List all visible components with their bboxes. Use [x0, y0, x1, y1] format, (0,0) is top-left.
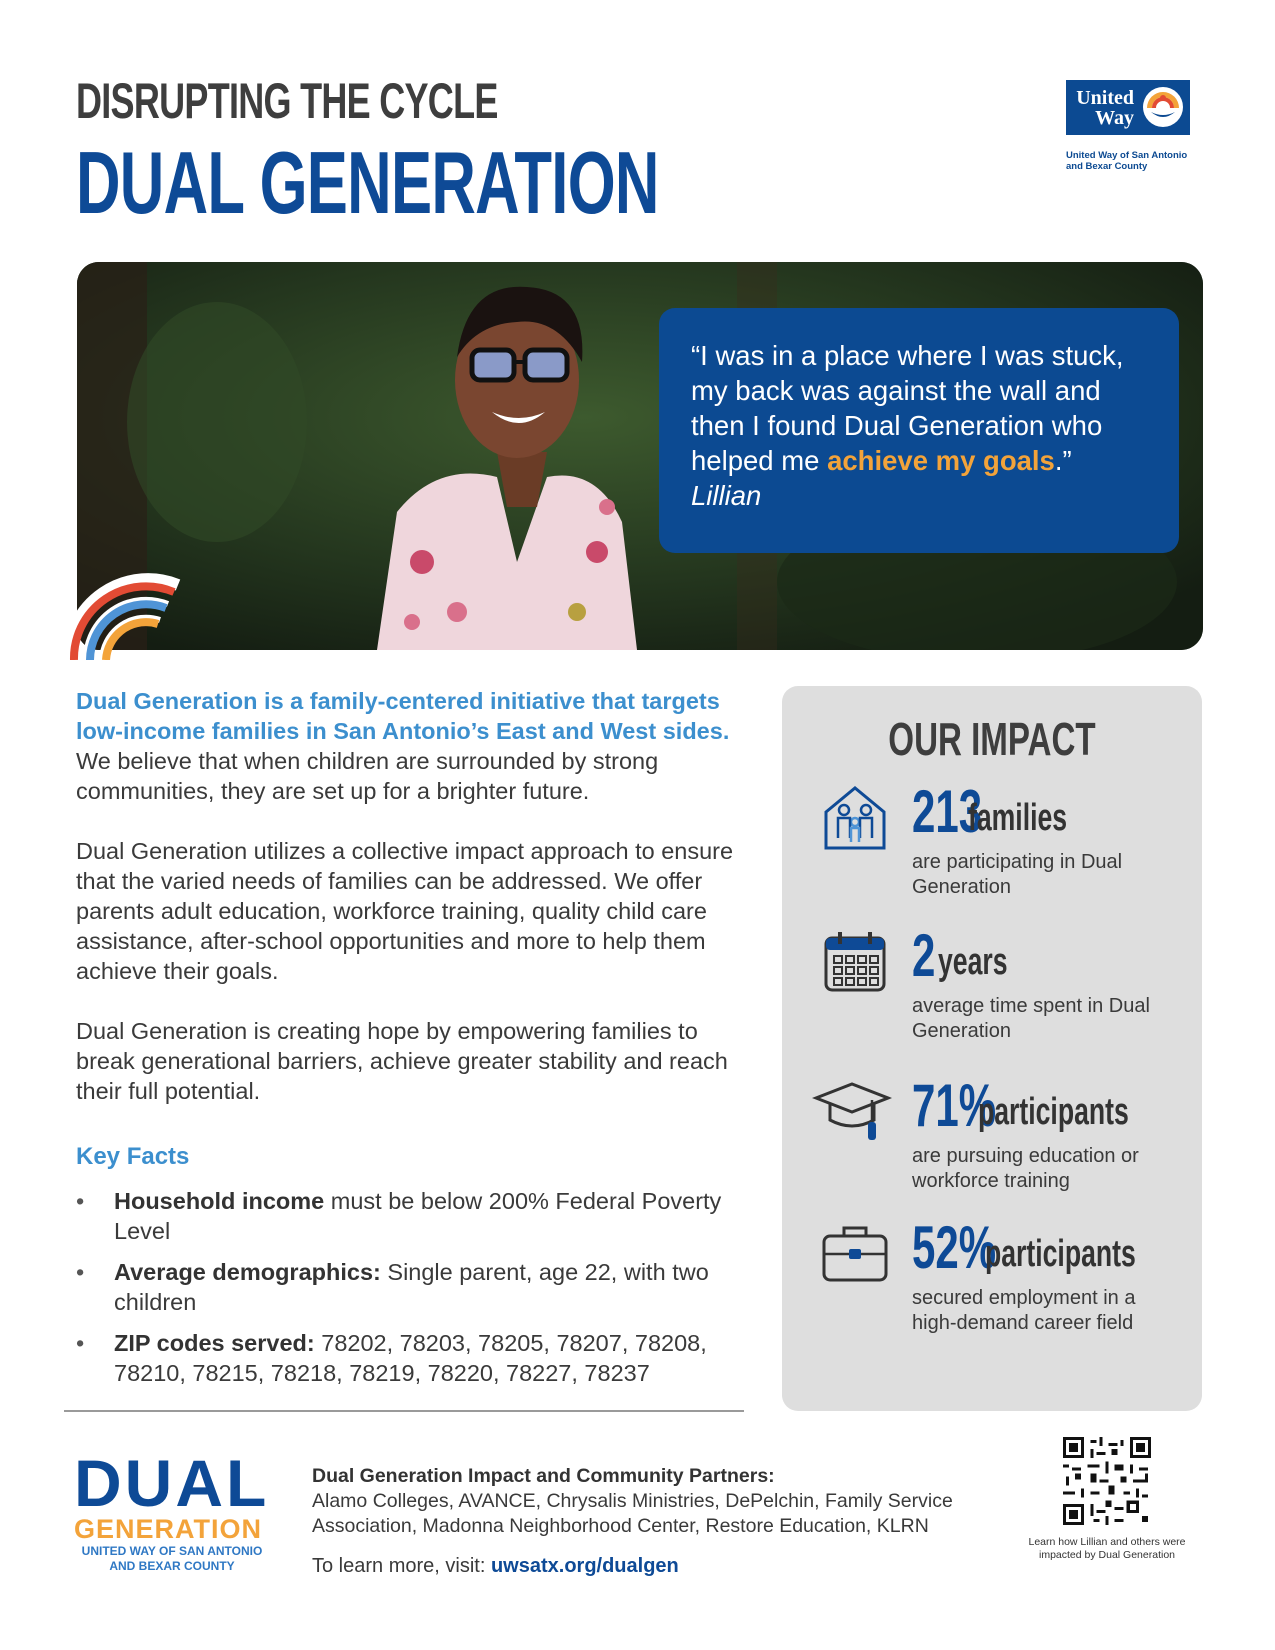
impact-heading-text: OUR IMPACT — [888, 713, 1096, 765]
united-way-emblem-icon — [1142, 86, 1184, 128]
united-way-tagline: United Way of San Antonio and Bexar County — [1066, 150, 1188, 172]
stat-description: average time spent in Dual Generation — [912, 995, 1150, 1042]
united-way-word-2: Way — [1095, 106, 1134, 129]
quote-text: “I was in a place where I was stuck, my back was against the wall and then I found Dual Generation who helped me — [691, 340, 1124, 476]
briefcase-icon — [820, 1218, 890, 1288]
intro-paragraph-2: Dual Generation utilizes a collective impact approach to ensure that the varied needs of families can be addressed. We offer parents adult education, workforce training, quality child care assistance, after-school opportunities and more to help them achieve their goals. — [76, 838, 734, 984]
intro-lead: Dual Generation is a family-centered initiative that targets low-income families in San Antonio’s East and West sides. — [76, 688, 730, 744]
stat-unit: years — [938, 941, 1008, 983]
partners-heading: Dual Generation Impact and Community Partners: — [312, 1465, 775, 1487]
learn-more-prefix: To learn more, visit: — [312, 1555, 491, 1577]
quote-author: Lillian — [691, 480, 762, 511]
impact-heading — [782, 712, 1202, 766]
key-facts-heading: Key Facts — [76, 1143, 190, 1170]
intro-paragraph-3: Dual Generation is creating hope by empowering families to break generational barriers, achieve greater stability and reach their full potential. — [76, 1018, 728, 1104]
stat-unit: participants — [985, 1233, 1136, 1275]
stat-number: 71% — [912, 1072, 997, 1139]
qr-code-icon[interactable] — [1063, 1437, 1151, 1525]
key-fact-text: must be below 200% Federal Poverty Level — [114, 1188, 722, 1244]
impact-panel — [782, 686, 1202, 1411]
logo-dual-text: DUAL — [74, 1446, 270, 1520]
key-fact-label: ZIP codes served: — [114, 1330, 315, 1356]
impact-stat-families — [782, 778, 1202, 922]
learn-more-link[interactable]: uwsatx.org/dualgen — [490, 1555, 679, 1577]
stat-unit: families — [968, 797, 1068, 839]
united-way-logo — [1066, 80, 1190, 135]
stat-number: 2 — [912, 922, 936, 989]
stat-number: 52% — [912, 1214, 997, 1281]
logo-generation-text: GENERATION — [74, 1514, 263, 1544]
key-fact-text: Single parent, age 22, with two children — [114, 1259, 709, 1315]
intro-section — [76, 686, 746, 1136]
key-fact-label: Average demographics: — [114, 1259, 381, 1285]
calendar-icon — [820, 926, 890, 996]
testimonial-quote — [659, 308, 1179, 553]
key-fact-item — [76, 1257, 736, 1317]
key-fact-text: 78202, 78203, 78205, 78207, 78208, 78210, 78215, 78218, 78219, 78220, 78227, 78237 — [114, 1330, 707, 1386]
section-divider — [64, 1410, 744, 1412]
graduation-cap-icon — [812, 1076, 892, 1146]
united-way-wordmark — [1066, 88, 1138, 128]
page-kicker: DISRUPTING THE CYCLE — [76, 73, 498, 129]
key-facts-list — [76, 1186, 736, 1399]
stat-unit: participants — [978, 1091, 1129, 1133]
learn-more-line — [312, 1555, 679, 1578]
intro-paragraph-1 — [76, 686, 746, 806]
family-house-icon — [820, 782, 890, 852]
stat-description: secured employment in a high-demand career field — [912, 1287, 1136, 1334]
impact-stat-education — [782, 1072, 1202, 1216]
logo-subtitle: UNITED WAY OF SAN ANTONIO AND BEXAR COUNTY — [81, 1544, 263, 1573]
key-fact-item — [76, 1186, 736, 1246]
quote-highlight: achieve my goals — [827, 445, 1055, 476]
stat-number: 213 — [912, 778, 983, 845]
united-way-word-1: United — [1076, 86, 1134, 109]
partners-list: Alamo Colleges, AVANCE, Chrysalis Ministries, DePelchin, Family Service Association, Madonna Neighborhood Center, Restore Education, KLRN — [312, 1490, 953, 1537]
impact-stat-years — [782, 922, 1202, 1066]
partners-block — [312, 1464, 992, 1539]
rainbow-arcs-icon — [58, 540, 188, 660]
stat-description: are participating in Dual Generation — [912, 851, 1123, 898]
key-fact-label: Household income — [114, 1188, 325, 1214]
dual-generation-logo — [74, 1446, 274, 1574]
impact-stat-employment — [782, 1214, 1202, 1358]
stat-description: are pursuing education or workforce training — [912, 1145, 1139, 1192]
page-title: DUAL GENERATION — [76, 133, 659, 232]
key-fact-item — [76, 1328, 736, 1388]
hero-photo — [77, 262, 1203, 650]
intro-lead-rest: We believe that when children are surrounded by strong communities, they are set up for a brighter future. — [76, 748, 659, 804]
quote-closing: .” — [1054, 445, 1072, 476]
qr-caption: Learn how Lillian and others were impacted by Dual Generation — [1028, 1536, 1186, 1561]
